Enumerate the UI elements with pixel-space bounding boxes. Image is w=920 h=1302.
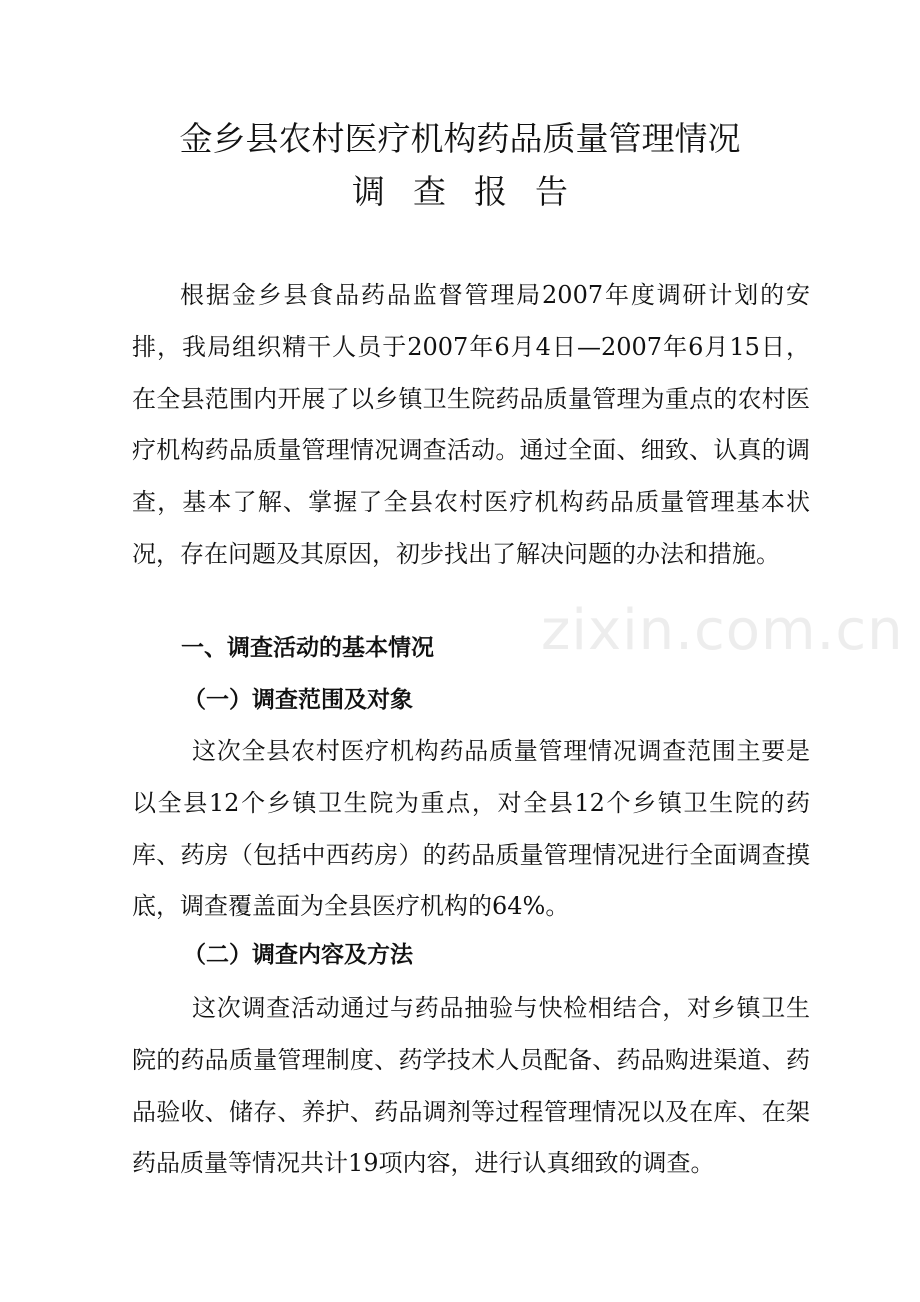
subsection-heading-scope: （一）调查范围及对象	[183, 687, 413, 713]
intro-paragraph: 根据金乡县食品药品监督管理局2007年度调研计划的安排，我局组织精干人员于2007年6月4日—2007年6月15日，在全县范围内开展了以乡镇卫生院药品质量管理为重点的农村医疗机构药品质量管理情况调查活动。通过全面、细致、认真的调查，基本了解、掌握了全县农村医疗机构药品质量管理基本状况，存在问题及其原因，初步找出了解决问题的办法和措施。	[132, 281, 810, 568]
subsection-heading-methods: （二）调查内容及方法	[183, 942, 413, 968]
section-heading-basic-info: 一、调查活动的基本情况	[181, 635, 434, 661]
watermark: zixin.com.cn	[541, 598, 904, 663]
methods-paragraph: 这次调查活动通过与药品抽验与快检相结合，对乡镇卫生院的药品质量管理制度、药学技术人员配备、药品购进渠道、药品验收、储存、养护、药品调剂等过程管理情况以及在库、在架药品质量等情况共计19项内容，进行认真细致的调查。	[132, 994, 810, 1178]
scope-paragraph: 这次全县农村医疗机构药品质量管理情况调查范围主要是以全县12个乡镇卫生院为重点，对全县12个乡镇卫生院的药库、药房（包括中西药房）的药品质量管理情况进行全面调查摸底，调查覆盖面为全县医疗机构的64%。	[132, 737, 810, 921]
document-title: 金乡县农村医疗机构药品质量管理情况	[179, 119, 741, 158]
document-subtitle: 调查报告	[352, 172, 596, 211]
